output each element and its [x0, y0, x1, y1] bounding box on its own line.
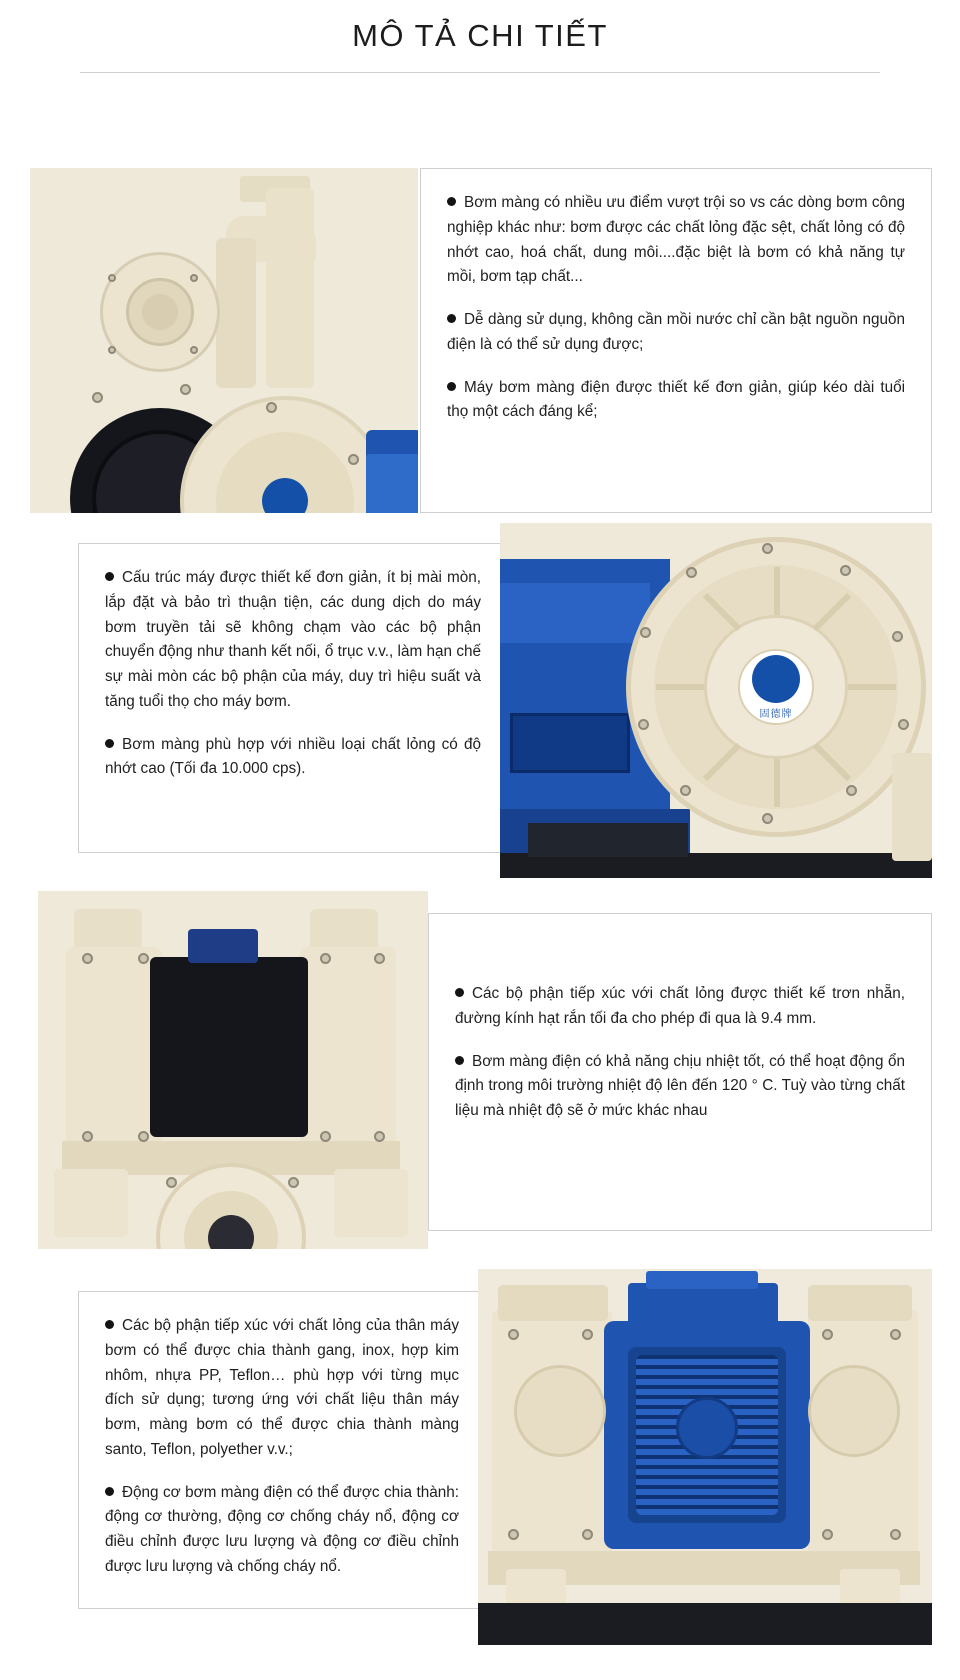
paragraph: [455, 982, 905, 1032]
paragraph-text: Bơm màng có nhiều ưu điểm vượt trội so vs các dòng bơm công nghiệp khác như: bơm được các chất lỏng đặc sệt, chất lỏng có độ nhớt cao, hoá chất, dung môi....đặc biệt là bơm có khả năng tự mồi, bơm tạp chất...: [447, 194, 905, 286]
pump-photo-1: [30, 168, 418, 513]
paragraph: [455, 1050, 905, 1124]
bullet-icon: [105, 572, 114, 581]
bullet-icon: [105, 1487, 114, 1496]
paragraph: [105, 1481, 459, 1580]
bullet-icon: [455, 1056, 464, 1065]
bullet-icon: [447, 382, 456, 391]
paragraph-text: Bơm màng điện có khả năng chịu nhiệt tốt, có thể hoạt động ổn định trong môi trường nhiệt độ lên đến 120 ° C. Tuỳ vào từng chất liệu mà nhiệt độ sẽ ở mức khác nhau: [455, 1052, 905, 1120]
description-textbox-2: [78, 543, 508, 853]
description-textbox-3: [428, 913, 932, 1231]
pump-photo-2: [500, 523, 932, 878]
paragraph: [105, 733, 481, 783]
page-header: [0, 0, 960, 73]
pump-photo-4: [478, 1269, 932, 1645]
description-textbox-4: [78, 1291, 486, 1609]
brand-logo-text: 固德牌: [759, 709, 793, 720]
paragraph: [447, 308, 905, 358]
paragraph: [105, 1314, 459, 1463]
bullet-icon: [447, 197, 456, 206]
pump-photo-3: [38, 891, 428, 1249]
bullet-icon: [105, 1320, 114, 1329]
paragraph-text: Dễ dàng sử dụng, không cần mồi nước chỉ cần bật nguồn nguồn điện là có thể sử dụng được;: [447, 311, 905, 353]
bullet-icon: [105, 739, 114, 748]
paragraph-text: Cấu trúc máy được thiết kế đơn giản, ít bị mài mòn, lắp đặt và bảo trì thuận tiện, các dung dịch do máy bơm truyền tải sẽ không chạm vào các bộ phận chuyển động như thanh kết nối, ổ trục v.v., làm hạn chế sự mài mòn các bộ phận của máy, duy trì hiệu suất và tăng tuổi thọ cho máy bơm.: [105, 569, 481, 710]
bullet-icon: [447, 314, 456, 323]
paragraph-text: Máy bơm màng điện được thiết kế đơn giản, giúp kéo dài tuổi thọ một cách đáng kể;: [447, 378, 905, 421]
paragraph-text: Các bộ phận tiếp xúc với chất lỏng được thiết kế trơn nhẵn, đường kính hạt rắn tối đa cho phép đi qua là 9.4 mm.: [455, 985, 905, 1027]
paragraph: [447, 376, 905, 426]
paragraph-text: Động cơ bơm màng điện có thể được chia thành: động cơ thường, động cơ chống cháy nổ, động cơ điều chỉnh được lưu lượng và động cơ điều chỉnh được lưu lượng và chống cháy nổ.: [105, 1483, 459, 1575]
paragraph-text: Bơm màng phù hợp với nhiều loại chất lỏng có độ nhớt cao (Tối đa 10.000 cps).: [105, 735, 481, 778]
title-divider: [80, 72, 880, 73]
paragraph-text: Các bộ phận tiếp xúc với chất lỏng của thân máy bơm có thể được chia thành gang, inox, hợp kim nhôm, nhựa PP, Teflon… phù hợp với từng mục đích sử dụng; tương ứng với chất liệu thân máy bơm, màng bơm có thể được chia thành màng santo, Teflon, polyether v.v.;: [105, 1317, 459, 1458]
paragraph: [447, 191, 905, 290]
paragraph: [105, 566, 481, 715]
bullet-icon: [455, 988, 464, 997]
page-title: MÔ TẢ CHI TIẾT: [352, 18, 608, 53]
description-textbox-1: [420, 168, 932, 513]
